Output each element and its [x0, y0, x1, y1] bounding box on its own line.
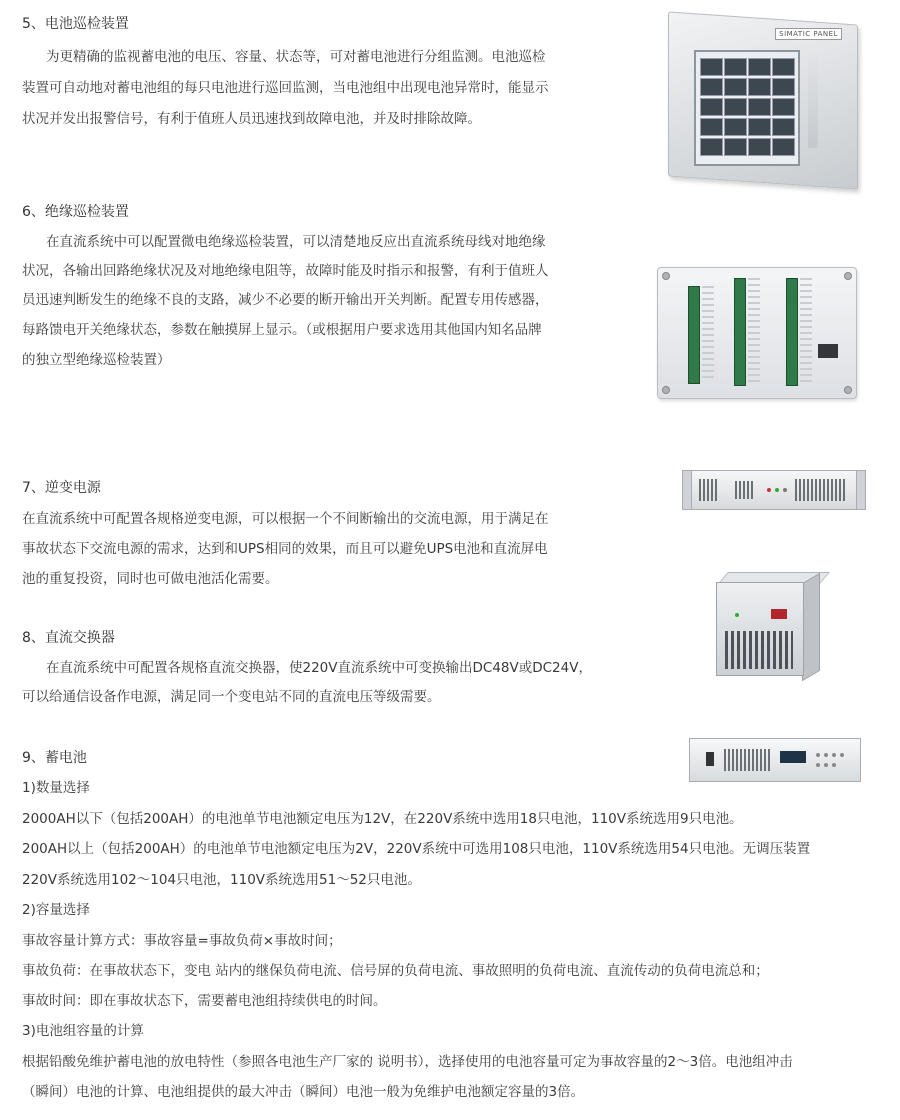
paragraph-line: 可以给通信设备作电源，满足同一个变电站不同的直流电压等级需要。: [22, 689, 441, 705]
paragraph-line: 每路馈电开关绝缘状态，参数在触摸屏上显示。（或根据用户要求选用其他国内知名品牌: [22, 322, 542, 338]
panel-brand-label: SIMATIC PANEL: [775, 28, 842, 40]
paragraph-line: 根据铅酸免维护蓄电池的放电特性（参照各电池生产厂家的 说明书），选择使用的电池容量可定为事故容量的2～3倍。电池组冲击: [22, 1054, 793, 1070]
paragraph-line: 的独立型绝缘巡检装置）: [22, 352, 171, 368]
paragraph-line: （瞬间）电池的计算、电池组提供的最大冲击（瞬间）电池一般为免维护电池额定容量的3倍。: [22, 1084, 585, 1100]
section-heading-insulation-inspection: 6、绝缘巡检装置: [22, 204, 129, 220]
paragraph-line: 事故负荷：在事故状态下，变电 站内的继保负荷电流、信号屏的负荷电流、事故照明的负荷电流、直流传动的负荷电流总和；: [22, 963, 769, 979]
paragraph-line: 2000AH以下（包括200AH）的电池单节电池额定电压为12V，在220V系统中选用18只电池，110V系统选用9只电池。: [22, 811, 743, 827]
battery-inspection-device-image: [668, 18, 858, 183]
paragraph-line: 员迅速判断发生的绝缘不良的支路，减少不必要的断开输出开关判断。配置专用传感器，: [22, 292, 549, 308]
paragraph-line: 事故时间：即在事故状态下，需要蓄电池组持续供电的时间。: [22, 993, 387, 1009]
section-heading-inverter: 7、逆变电源: [22, 480, 101, 496]
dc-converter-device-image: [716, 572, 824, 676]
section-heading-battery-inspection: 5、电池巡检装置: [22, 16, 129, 32]
paragraph-line: 状况，各输出回路绝缘状况及对地绝缘电阻等，故障时能及时指示和报警，有利于值班人: [22, 263, 549, 279]
paragraph-line: 在直流系统中可配置各规格逆变电源，可以根据一个不间断输出的交流电源，用于满足在: [22, 511, 549, 527]
paragraph-line: 事故容量计算方式：事故容量=事故负荷×事故时间；: [22, 933, 342, 949]
paragraph-line: 220V系统选用102～104只电池，110V系统选用51～52只电池。: [22, 872, 421, 888]
subheading-group-capacity: 3)电池组容量的计算: [22, 1023, 144, 1039]
inverter-device-image: [690, 470, 858, 510]
battery-device-image: [689, 738, 861, 782]
panel-touch-screen: [694, 50, 800, 166]
paragraph-line: 在直流系统中可配置各规格直流交换器，使220V直流系统中可变换输出DC48V或DC24V，: [46, 660, 592, 676]
insulation-inspection-device-image: [657, 267, 857, 399]
paragraph-line: 状况并发出报警信号，有利于值班人员迅速找到故障电池，并及时排除故障。: [22, 111, 481, 127]
paragraph-line: 200AH以上（包括200AH）的电池单节电池额定电压为2V，220V系统中可选用108只电池，110V系统选用54只电池。无调压装置: [22, 841, 811, 857]
paragraph-line: 装置可自动地对蓄电池组的每只电池进行巡回监测，当电池组中出现电池异常时，能显示: [22, 80, 549, 96]
paragraph-line: 为更精确的监视蓄电池的电压、容量、状态等，可对蓄电池进行分组监测。电池巡检: [46, 49, 546, 65]
section-heading-dc-converter: 8、直流交换器: [22, 630, 115, 646]
subheading-quantity: 1)数量选择: [22, 780, 90, 796]
paragraph-line: 在直流系统中可以配置微电绝缘巡检装置，可以清楚地反应出直流系统母线对地绝缘: [46, 234, 546, 250]
subheading-capacity: 2)容量选择: [22, 902, 90, 918]
paragraph-line: 池的重复投资，同时也可做电池活化需要。: [22, 571, 279, 587]
paragraph-line: 事故状态下交流电源的需求，达到和UPS相同的效果，而且可以避免UPS电池和直流屏电: [22, 541, 548, 557]
section-heading-battery: 9、蓄电池: [22, 750, 87, 766]
